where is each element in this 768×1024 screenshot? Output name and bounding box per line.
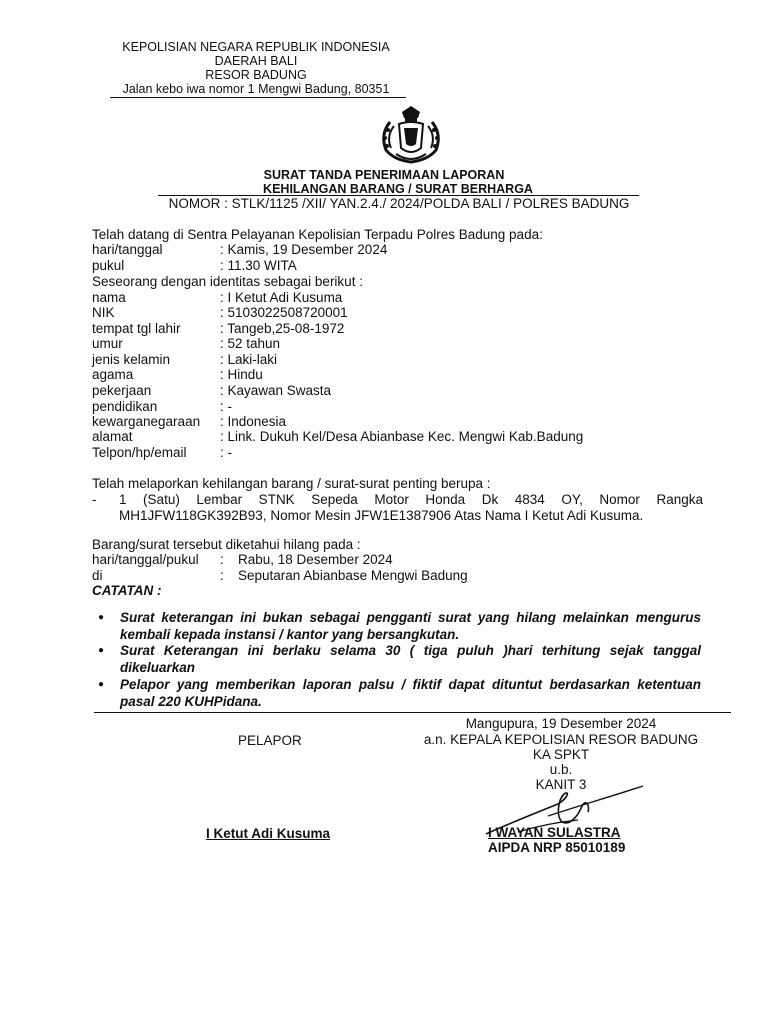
- reporter-label: PELAPOR: [238, 733, 302, 748]
- field-value: : Tangeb,25-08-1972: [220, 321, 345, 336]
- note-3-line2: pasal 220 KUHPidana.: [120, 694, 262, 709]
- place-date: Mangupura, 19 Desember 2024: [465, 716, 657, 731]
- note-1-line1: Surat keterangan ini bukan sebagai pengganti surat yang hilang melainkan mengurus: [120, 610, 701, 625]
- field-value: : Hindu: [220, 367, 263, 382]
- field-value: : -: [220, 399, 232, 414]
- bullet-icon: ●: [98, 645, 105, 656]
- field-label: pukul: [92, 258, 125, 273]
- on-behalf: a.n. KEPALA KEPOLISIAN RESOR BADUNG: [423, 732, 699, 747]
- report-intro: Telah melaporkan kehilangan barang / surat-surat penting berupa :: [92, 476, 491, 491]
- field-label: alamat: [92, 429, 133, 444]
- report-item-line1: 1 (Satu) Lembar STNK Sepeda Motor Honda Dk 4834 OY, Nomor Rangka: [119, 492, 703, 507]
- field-value: : Link. Dukuh Kel/Desa Abianbase Kec. Mengwi Kab.Badung: [220, 429, 584, 444]
- note-2-line1: Surat Keterangan ini berlaku selama 30 ( tiga puluh )hari terhitung sejak tanggal: [120, 643, 701, 658]
- header-institution: KEPOLISIAN NEGARA REPUBLIK INDONESIA: [122, 40, 390, 54]
- intro-text: Telah datang di Sentra Pelayanan Kepolisian Terpadu Polres Badung pada:: [92, 227, 543, 242]
- reporter-name: I Ketut Adi Kusuma: [206, 826, 331, 841]
- section-divider: [94, 712, 731, 713]
- field-label: umur: [92, 336, 123, 351]
- report-dash: -: [92, 492, 97, 507]
- field-label: jenis kelamin: [92, 352, 171, 367]
- field-value: : -: [220, 445, 232, 460]
- field-label: tempat tgl lahir: [92, 321, 181, 336]
- doc-number: NOMOR : STLK/1125 /XII/ YAN.2.4./ 2024/POLDA BALI / POLRES BADUNG: [168, 196, 630, 211]
- header-underline: [110, 97, 406, 98]
- ub-text: u.b.: [549, 762, 573, 777]
- field-label: pendidikan: [92, 399, 158, 414]
- field-label: NIK: [92, 305, 115, 320]
- unit: KANIT 3: [535, 777, 587, 792]
- field-label: Telpon/hp/email: [92, 445, 187, 460]
- header-region: DAERAH BALI: [214, 54, 298, 68]
- field-value: : Kayawan Swasta: [220, 383, 332, 398]
- field-value: Seputaran Abianbase Mengwi Badung: [238, 568, 468, 583]
- field-value: : I Ketut Adi Kusuma: [220, 290, 343, 305]
- identity-intro: Seseorang dengan identitas sebagai berikut :: [92, 274, 363, 289]
- field-colon: :: [220, 552, 224, 567]
- note-1-line2: kembali kepada instansi / kantor yang bersangkutan.: [120, 627, 460, 642]
- field-label: kewarganegaraan: [92, 414, 201, 429]
- bullet-icon: ●: [98, 679, 105, 690]
- field-label: nama: [92, 290, 126, 305]
- note-3-line1: Pelapor yang memberikan laporan palsu / fiktif dapat dituntut berdasarkan ketentuan: [120, 677, 701, 692]
- field-value: : 52 tahun: [220, 336, 281, 351]
- field-label: hari/tanggal: [92, 242, 163, 257]
- doc-subtitle: KEHILANGAN BARANG / SURAT BERHARGA: [263, 182, 533, 196]
- officer-rank: AIPDA NRP 85010189: [488, 840, 626, 855]
- report-item-line2: MH1JFW118GK392B93, Nomor Mesin JFW1E1387906 Atas Nama I Ketut Adi Kusuma.: [119, 508, 644, 523]
- field-value: : Indonesia: [220, 414, 287, 429]
- officer-name: I WAYAN SULASTRA: [488, 825, 621, 840]
- field-label: di: [92, 568, 103, 583]
- header-address: Jalan kebo iwa nomor 1 Mengwi Badung, 80351: [122, 82, 390, 96]
- notes-heading: CATATAN :: [92, 583, 162, 598]
- field-label: hari/tanggal/pukul: [92, 552, 199, 567]
- position: KA SPKT: [532, 747, 590, 762]
- bullet-icon: ●: [98, 612, 105, 623]
- field-value: : Kamis, 19 Desember 2024: [220, 242, 388, 257]
- field-value: Rabu, 18 Desember 2024: [238, 552, 393, 567]
- field-value: : 5103022508720001: [220, 305, 348, 320]
- field-colon: :: [220, 568, 224, 583]
- field-value: : Laki-laki: [220, 352, 278, 367]
- field-value: : 11.30 WITA: [220, 258, 297, 273]
- header-resort: RESOR BADUNG: [205, 68, 307, 82]
- loss-intro: Barang/surat tersebut diketahui hilang pada :: [92, 537, 361, 552]
- doc-title: SURAT TANDA PENERIMAAN LAPORAN: [263, 168, 505, 182]
- field-label: agama: [92, 367, 134, 382]
- field-label: pekerjaan: [92, 383, 152, 398]
- note-2-line2: dikeluarkan: [120, 660, 196, 675]
- police-emblem-icon: [378, 104, 444, 166]
